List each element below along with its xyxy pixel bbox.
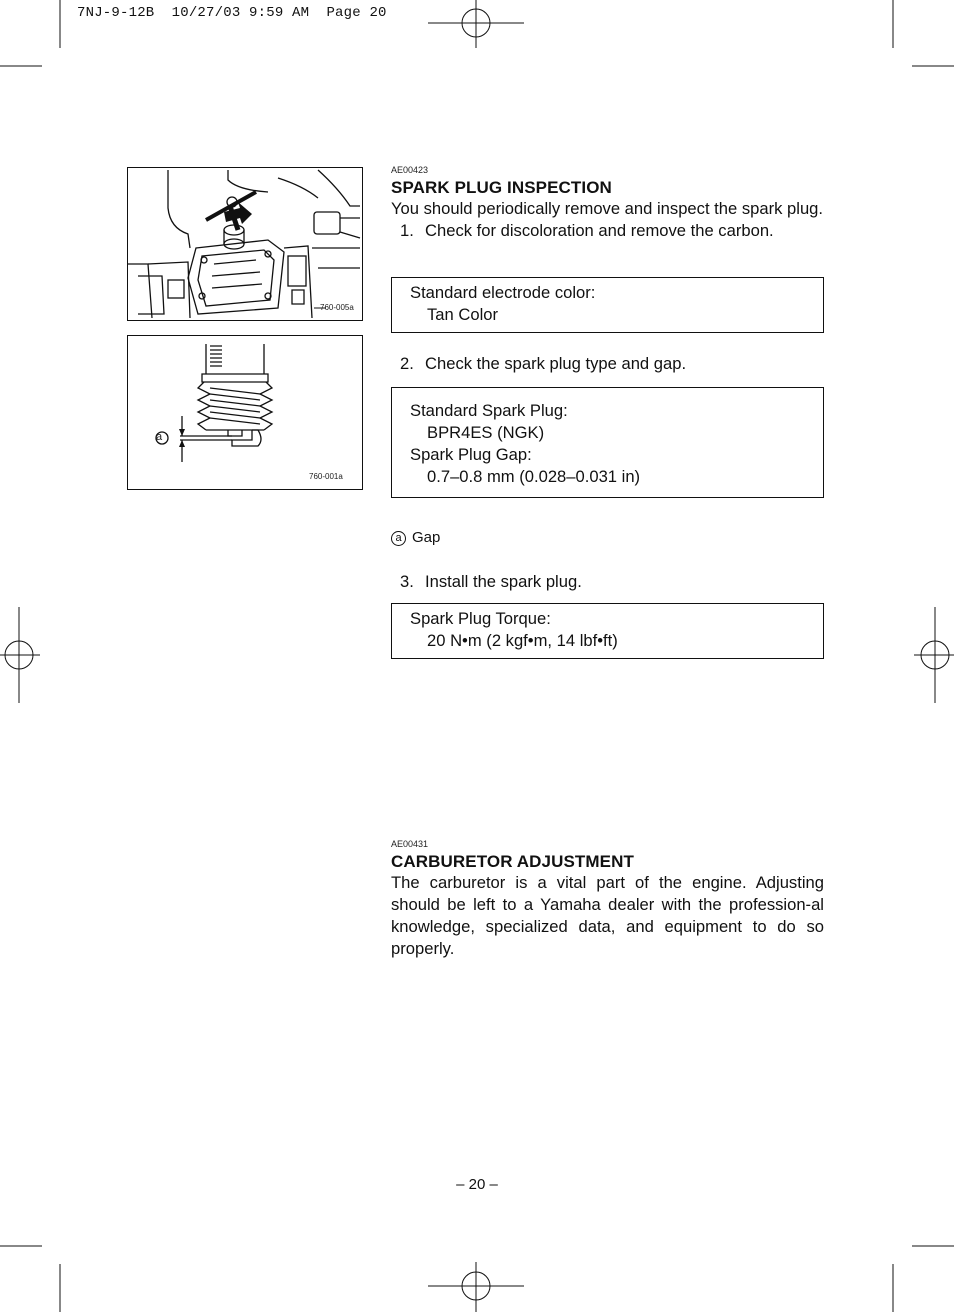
print-header: 7NJ-9-12B 10/27/03 9:59 AM Page 20: [77, 5, 387, 21]
section-text: The carburetor is a vital part of the engine. Adjusting should be left to a Yamaha dealer with the profession-al knowledge, specialized data, and equipment to do so properly.: [391, 873, 824, 958]
step-3: [391, 571, 824, 593]
spark-plug-spec-box: [391, 387, 824, 498]
spec-value: 20 N•m (2 kgf•m, 14 lbf•ft): [427, 631, 618, 650]
step-text: Check for discoloration and remove the carbon.: [425, 221, 774, 240]
spec-value: Tan Color: [427, 305, 499, 324]
spec-label: Spark Plug Gap:: [410, 445, 532, 464]
step-1: [391, 220, 824, 242]
step-number: 2.: [400, 354, 414, 373]
step-number: 1.: [400, 221, 414, 240]
spark-plug-gap-figure: [127, 335, 363, 490]
registration-mark-top: [428, 0, 524, 48]
figure-code: 760-005a: [320, 303, 354, 312]
spark-plug-removal-figure: [127, 167, 363, 321]
spec-value: BPR4ES (NGK): [427, 423, 545, 442]
step-3-block: [391, 571, 824, 593]
registration-mark-bottom: [428, 1262, 524, 1312]
spark-plug-illustration: [128, 336, 361, 488]
page-number: – 20 –: [456, 1176, 498, 1193]
engine-illustration: [128, 168, 361, 319]
electrode-color-spec-box: [391, 277, 824, 333]
spec-label: Spark Plug Torque:: [410, 609, 551, 628]
section-title: SPARK PLUG INSPECTION: [391, 178, 612, 197]
registration-mark-left: [0, 607, 40, 703]
spec-label: Standard electrode color:: [410, 283, 596, 302]
section-code: AE00431: [391, 839, 429, 849]
carburetor-section: [391, 839, 824, 960]
step-number: 3.: [400, 572, 414, 591]
step-text: Install the spark plug.: [425, 572, 582, 591]
registration-mark-right: [914, 607, 954, 703]
spec-value: 0.7–0.8 mm (0.028–0.031 in): [427, 467, 641, 486]
section-title: CARBURETOR ADJUSTMENT: [391, 852, 634, 871]
figure-legend: [391, 529, 824, 546]
figure-code: 760-001a: [309, 472, 343, 481]
step-2: [391, 353, 824, 375]
gap-callout-label: a: [156, 431, 163, 443]
section-intro: You should periodically remove and inspect the spark plug.: [391, 199, 824, 218]
section-code: AE00423: [391, 165, 429, 175]
torque-spec-box: [391, 603, 824, 659]
step-2-block: [391, 353, 824, 375]
spec-label: Standard Spark Plug:: [410, 401, 568, 420]
spark-plug-section: [391, 165, 824, 242]
legend-mark: a: [391, 531, 406, 546]
step-text: Check the spark plug type and gap.: [425, 354, 687, 373]
legend-text: Gap: [412, 529, 441, 546]
